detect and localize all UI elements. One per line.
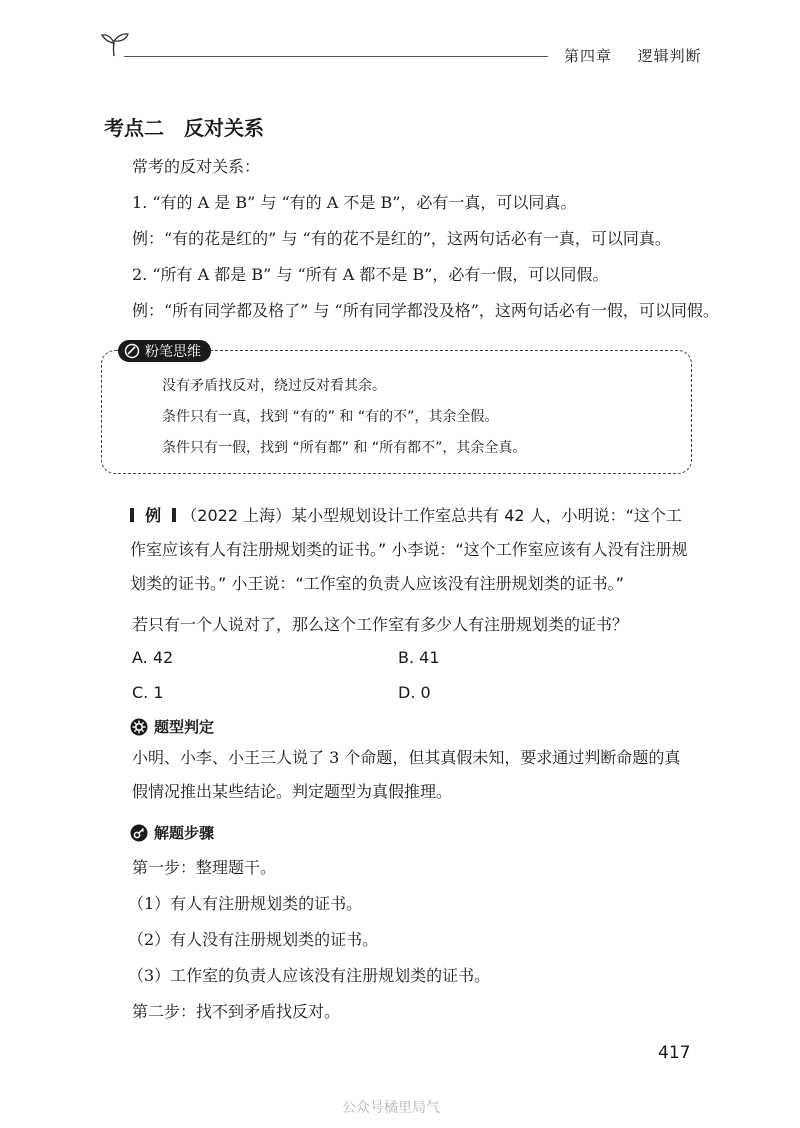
thinking-line: 没有矛盾找反对，绕过反对看其余。 (162, 378, 386, 394)
thinking-line: 条件只有一真，找到 “有的” 和 “有的不”，其余全假。 (162, 409, 499, 425)
question-stem (130, 499, 696, 601)
steps-heading (130, 822, 214, 843)
type-heading (130, 716, 214, 737)
type-heading-label: 题型判定 (154, 718, 215, 736)
question-ask: 若只有一个人说对了，那么这个工作室有多少人有注册规划类的证书？ (132, 615, 629, 634)
header-rule (124, 56, 548, 57)
item-3: （3）工作室的负责人应该没有注册规划类的证书。 (128, 966, 491, 985)
question-label: 例 (145, 506, 162, 525)
step-1: 第一步：整理题干。 (132, 858, 277, 877)
item-1: （1）有人有注册规划类的证书。 (128, 894, 363, 913)
label-bar-left (130, 508, 134, 522)
thinking-line: 条件只有一假，找到 “所有都” 和 “所有都不”，其余全真。 (162, 440, 527, 456)
option-c[interactable]: C. 1 (132, 683, 164, 702)
page-number: 417 (658, 1043, 691, 1063)
chapter-title: 逻辑判断 (637, 47, 702, 65)
sprout-icon (98, 28, 130, 58)
example-1: 例：“有的花是红的” 与 “有的花不是红的”，这两句话必有一真，可以同真。 (132, 229, 671, 248)
option-a[interactable]: A. 42 (132, 648, 174, 667)
watermark: 公众号橘里局气 (342, 1100, 440, 1116)
chapter-heading (564, 45, 702, 66)
chapter-number: 第四章 (564, 47, 613, 65)
key-icon (130, 824, 148, 842)
step-2: 第二步：找不到矛盾找反对。 (132, 1002, 341, 1021)
chalk-icon (124, 343, 140, 359)
option-b[interactable]: B. 41 (398, 648, 440, 667)
rule-1: 1. “有的 A 是 B” 与 “有的 A 不是 B”，必有一真，可以同真。 (132, 193, 577, 212)
option-d[interactable]: D. 0 (398, 683, 431, 702)
question-text: （2022 上海）某小型规划设计工作室总共有 42 人，小明说：“这个工作室应该有人有注册规划类的证书。” 小李说：“这个工作室应该有人没有注册规划类的证书。” 小王说：“工作室的负责人应该没有注册规划类的证书。” (130, 506, 688, 593)
type-text: 小明、小李、小王三人说了 3 个命题，但其真假未知，要求通过判断命题的真假情况推出某些结论。判定题型为真假推理。 (132, 748, 681, 801)
thinking-tag-label: 粉笔思维 (145, 344, 201, 360)
gear-icon (130, 718, 148, 736)
item-2: （2）有人没有注册规划类的证书。 (128, 930, 379, 949)
label-bar-right (172, 508, 176, 522)
section-title: 考点二 反对关系 (104, 116, 264, 140)
intro-text: 常考的反对关系： (132, 157, 261, 176)
steps-heading-label: 解题步骤 (154, 824, 215, 842)
thinking-tag (118, 340, 211, 362)
rule-2: 2. “所有 A 都是 B” 与 “所有 A 都不是 B”，必有一假，可以同假。 (132, 265, 609, 284)
example-2: 例：“所有同学都及格了” 与 “所有同学都没及格”，这两句话必有一假，可以同假。 (132, 301, 719, 320)
